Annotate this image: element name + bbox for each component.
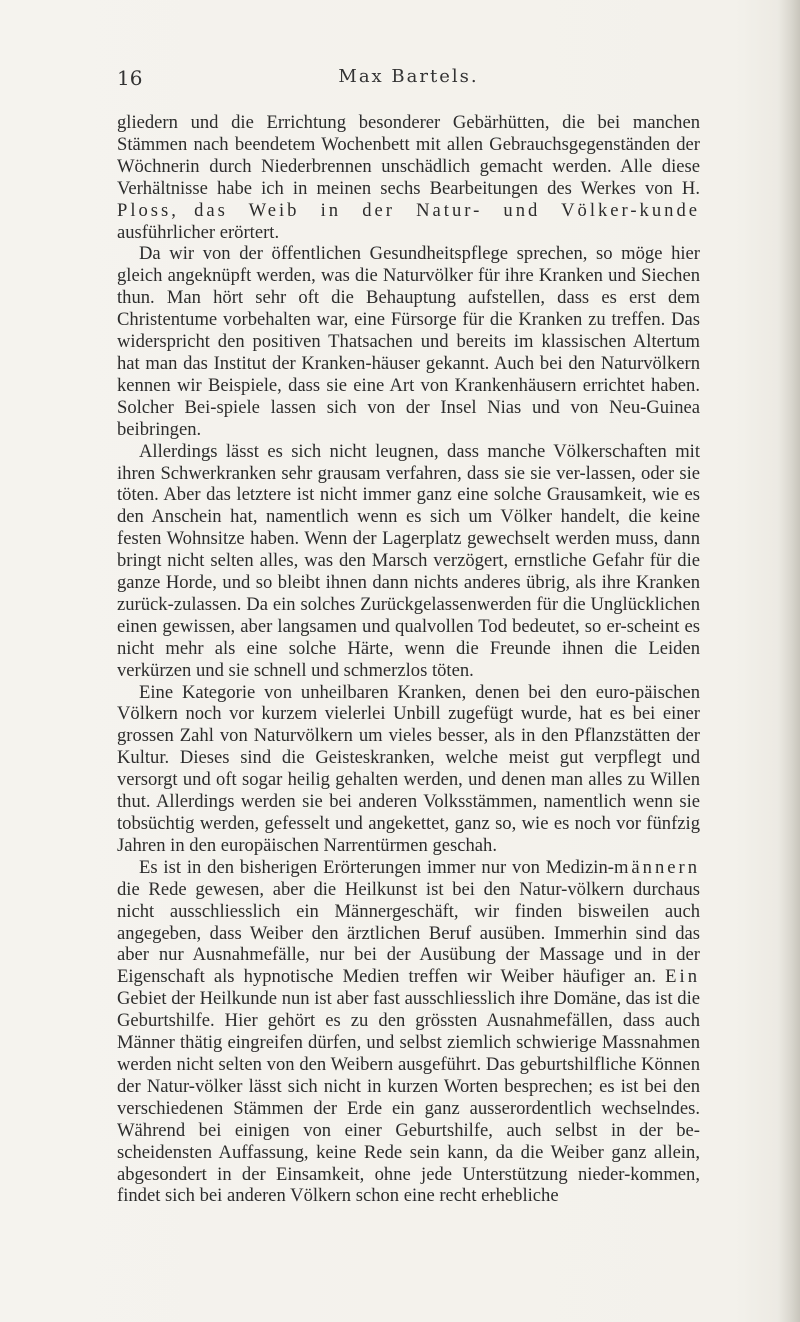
body-text (117, 112, 700, 1207)
page-edge (778, 0, 800, 1322)
text-run: Allerdings lässt es sich nicht leugnen, dass manche Völkerschaften mit ihren Schwerkranken sehr grausam verfahren, dass sie sie ver-lassen, oder sie töten. Aber das letztere ist nicht immer ganz eine solche Grausamkeit, wie es den Anschein hat, namentlich wenn es sich um Völker handelt, die keine festen Wohnsitze haben. Wenn der Lagerplatz gewechselt werden muss, dann bringt nicht selten alles, was den Marsch verzögert, ernstliche Gefahr für die ganze Horde, und so bleibt ihnen dann nichts anderes übrig, als ihre Kranken zurück-zulassen. Da ein solches Zurückgelassenwerden für die Unglücklichen einen gewissen, aber langsamen und qualvollen Tod bedeutet, so er-scheint es nicht mehr als eine solche Härte, wenn die Freunde ihnen die Leiden verkürzen und sie schnell und schmerzlos töten. (117, 440, 700, 681)
emphasized-text: Ploss (117, 199, 172, 221)
paragraph (117, 243, 700, 440)
emphasized-text: Ein (665, 966, 700, 988)
text-run: gliedern und die Errichtung besonderer Gebärhütten, die bei manchen Stämmen nach beendetem Wochenbett mit allen Gebrauchsgegenständen der Wöchnerin durch Niederbrennen unschädlich gemacht werden. Alle diese Verhältnisse habe ich in meinen sechs Bearbeitungen des Werkes von H. (117, 112, 700, 199)
page-number: 16 (117, 66, 143, 90)
text-run: Eine Kategorie von unheilbaren Kranken, denen bei den euro-päischen Völkern noch vor kurzem vielerlei Unbill zugefügt wurde, hat es bei einer grossen Zahl von Naturvölkern um vieles besser, als in den Pflanzstätten der Kultur. Dieses sind die Geisteskranken, welche meist gut verpflegt und versorgt und oft sogar heilig gehalten werden, und denen man alles zu Willen thut. Allerdings werden sie bei anderen Volksstämmen, namentlich wenn sie tobsüchtig werden, gefesselt und angekettet, ganz so, wie es noch vor fünfzig Jahren in den europäischen Narrentürmen geschah. (117, 681, 700, 856)
text-run: Da wir von der öffentlichen Gesundheitspflege sprechen, so möge hier gleich angeknüpft werden, was die Naturvölker für ihre Kranken und Siechen thun. Man hört sehr oft die Behauptung aufstellen, dass es erst dem Christentume vorbehalten war, eine Fürsorge für die Kranken zu treffen. Das widerspricht den positiven Thatsachen und bereits im klassischen Altertum hat man das Institut der Kranken-häuser gekannt. Auch bei den Naturvölkern kennen wir Beispiele, dass sie eine Art von Krankenhäusern errichtet haben. Solcher Bei-spiele lassen sich von der Insel Nias und von Neu-Guinea beibringen. (117, 243, 700, 440)
paragraph (117, 682, 700, 857)
paragraph (117, 441, 700, 682)
emphasized-text: das Weib in der Natur- und Völker-kunde (194, 199, 700, 221)
text-run: , (171, 199, 195, 221)
text-run: Es ist in den bisherigen Erörterungen immer nur von Medizin- (139, 856, 614, 878)
paragraph (117, 112, 700, 243)
page-header (117, 66, 700, 92)
running-head: Max Bartels. (338, 66, 479, 87)
emphasized-text: männern (613, 856, 700, 878)
text-run: die Rede gewesen, aber die Heilkunst ist bei den Natur-völkern durchaus nicht ausschliesslich ein Männergeschäft, wir finden bisweilen auch angegeben, dass Weiber den ärztlichen Beruf ausüben. Immerhin sind das aber nur Ausnahmefälle, nur bei der Ausübung der Massage und in der Eigenschaft als hypnotische Medien treffen wir Weiber häufiger an. (117, 878, 700, 988)
text-run: Gebiet der Heilkunde nun ist aber fast ausschliesslich ihre Domäne, das ist die Geburtshilfe. Hier gehört es zu den grössten Ausnahmefällen, dass auch Männer thätig eingreifen dürfen, und selbst ziemlich schwierige Massnahmen werden nicht selten von den Weibern ausgeführt. Das geburtshilfliche Können der Natur-völker lässt sich nicht in kurzen Worten besprechen; es ist bei den verschiedenen Stämmen der Erde ein ganz ausserordentlich wechselndes. Während bei einigen von einer Geburtshilfe, auch selbst in der be-scheidensten Auffassung, keine Rede sein kann, da die Weiber ganz allein, abgesondert in der Einsamkeit, ohne jede Unterstützung nieder-kommen, findet sich bei anderen Völkern schon eine recht erhebliche (117, 988, 700, 1207)
text-run: ausführlicher erörtert. (117, 221, 280, 243)
paragraph (117, 857, 700, 1208)
